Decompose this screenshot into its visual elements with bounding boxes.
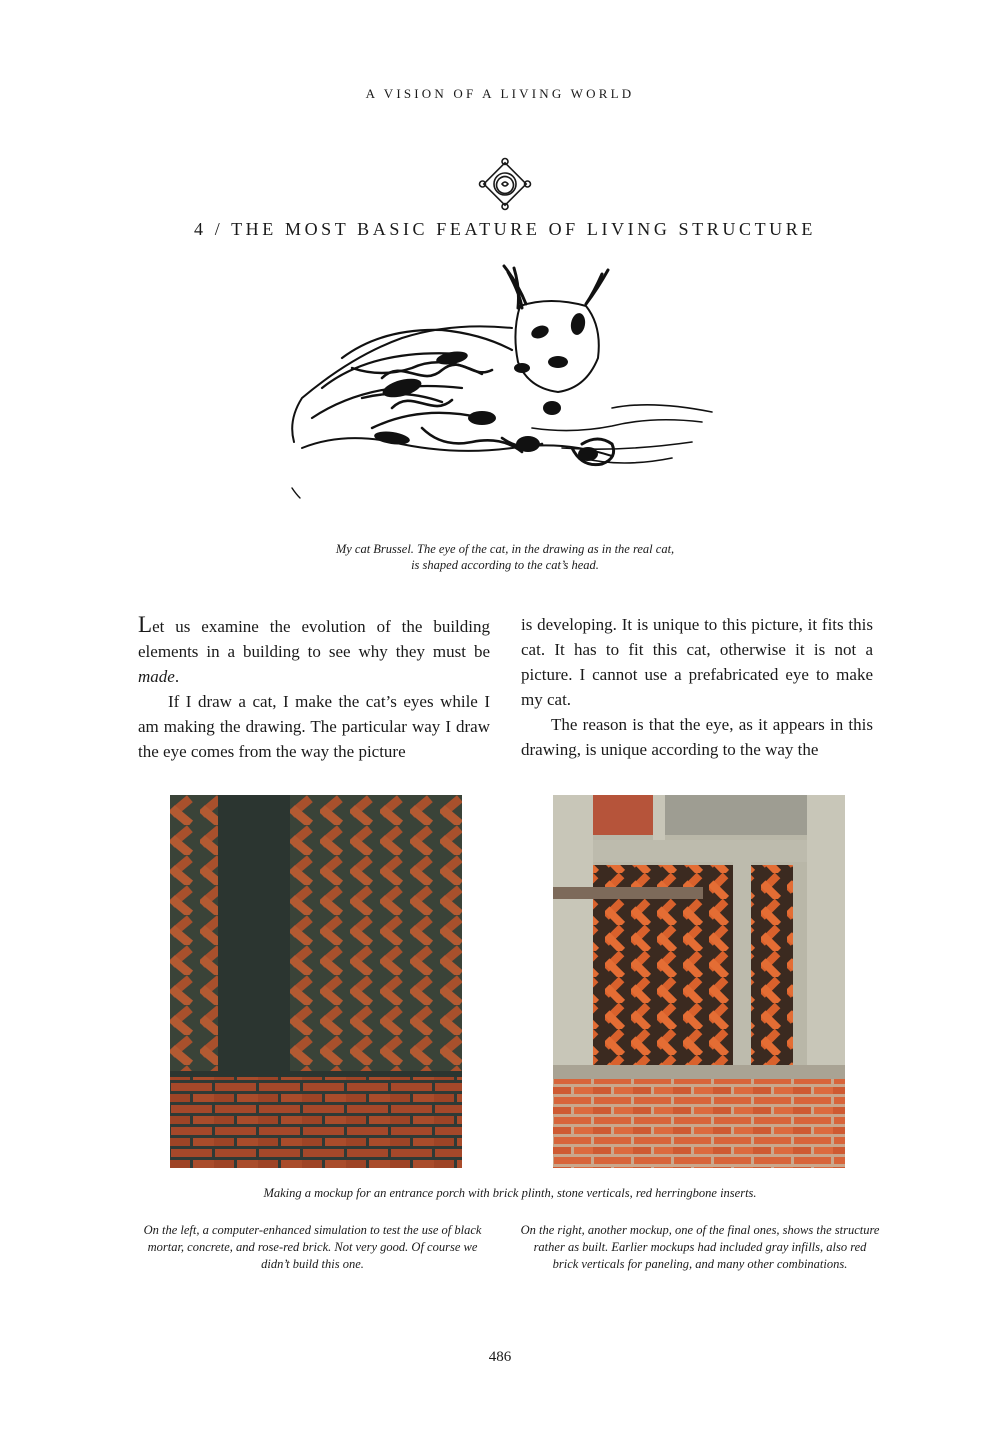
running-head: A VISION OF A LIVING WORLD [365,86,635,101]
photo-caption-main: Making a mockup for an entrance porch with brick plinth, stone verticals, red herringbone inserts. [263,1186,757,1200]
cat-sketch-illustration [282,258,732,508]
body-column-left [138,612,490,764]
cat-caption [250,541,760,573]
body-paragraph-1 [138,612,490,689]
drop-cap: L [138,612,153,637]
chapter-title: 4 / THE MOST BASIC FEATURE OF LIVING STRUCTURE [194,219,816,239]
body-paragraph-1-emphasis: made [138,667,175,686]
ornament-icon [478,157,532,211]
body-paragraph-1-text: et us examine the evolution of the building elements in a building to see why they must be [138,617,490,661]
photo-final-mockup [553,795,845,1168]
body-paragraph-1-end: . [174,667,180,686]
photo-caption-right: On the right, another mockup, one of the final ones, shows the structure rather as built. Earlier mockups had included gray infills, also red brick verticals for paneling, and many other combinations. [520,1223,880,1271]
page-number: 486 [488,1349,512,1365]
body-column-right [521,612,873,762]
body-paragraph-2: If I draw a cat, I make the cat’s eyes while I am making the drawing. The particular way I draw the eye comes from the way the picture [138,692,490,761]
cat-caption-line2: is shaped according to the cat’s head. [411,558,599,572]
photo-black-mortar-mockup [170,795,462,1168]
body-paragraph-4: The reason is that the eye, as it appears in this drawing, is unique according to the way the [521,715,873,759]
photo-caption-left: On the left, a computer-enhanced simulation to test the use of black mortar, concrete, and rose-red brick. Not very good. Of course we didn’t build this one. [143,1223,482,1271]
cat-caption-line1: My cat Brussel. The eye of the cat, in the drawing as in the real cat, [335,542,675,556]
body-paragraph-3: is developing. It is unique to this picture, it fits this cat. It has to fit this cat, otherwise it is not a picture. I cannot use a prefabricated eye to make my cat. [521,615,873,709]
